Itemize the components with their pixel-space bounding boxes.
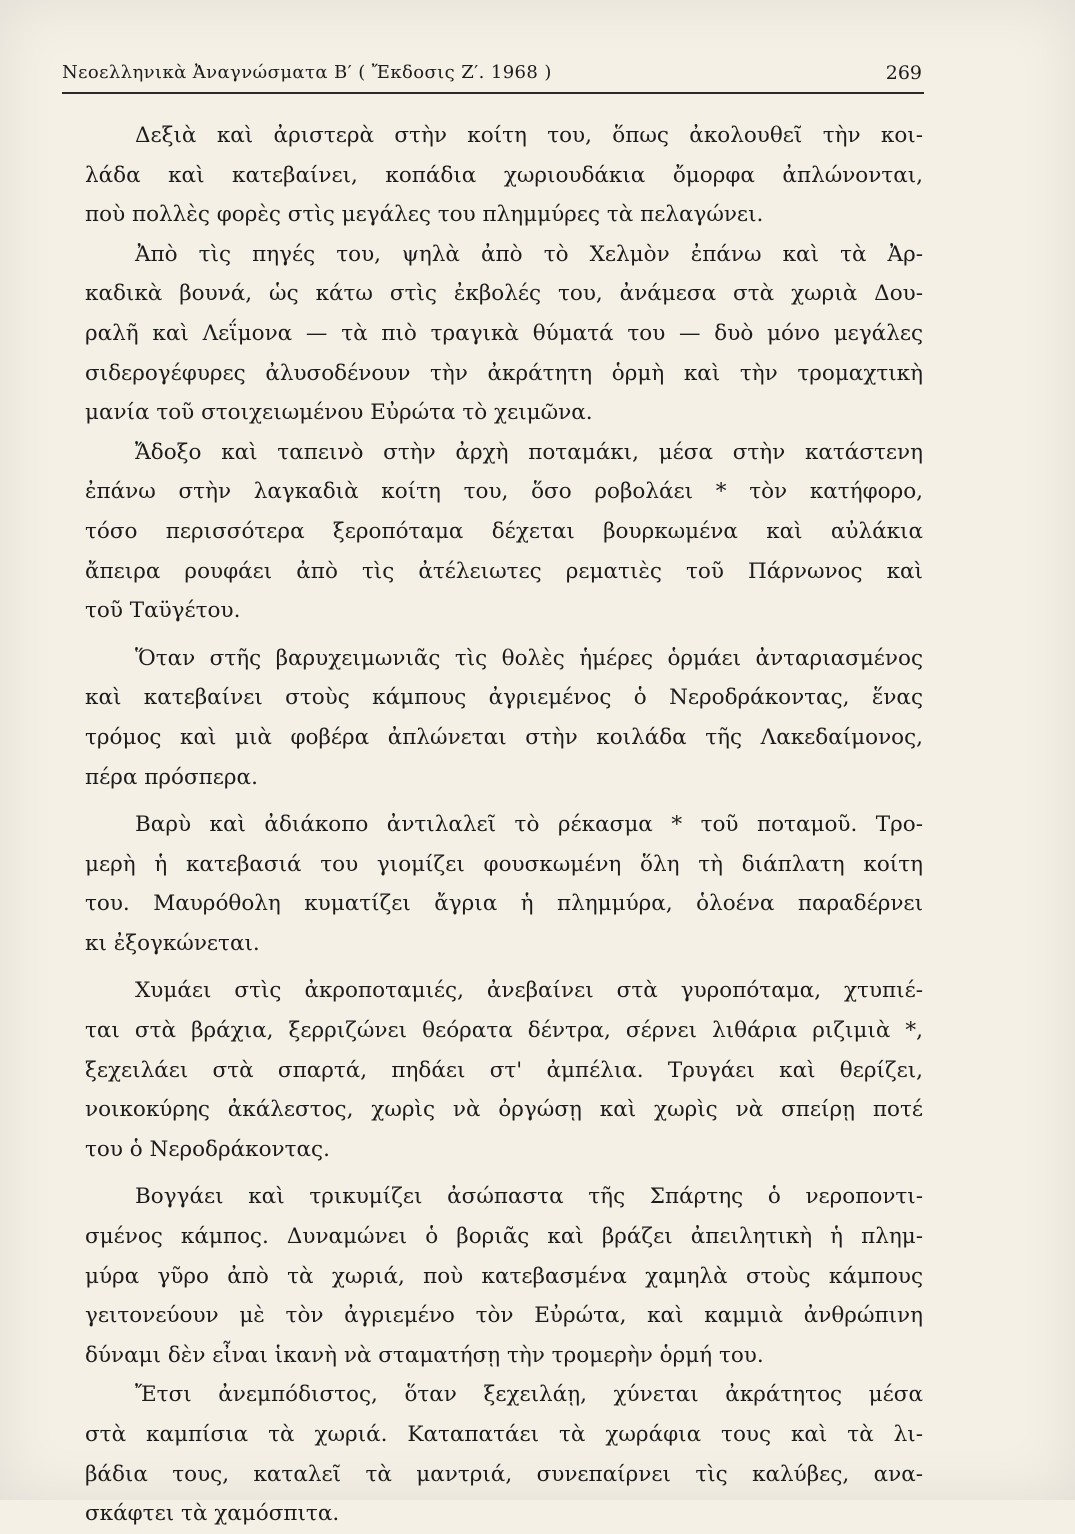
paragraph bbox=[85, 433, 923, 631]
text-line: σκάφτει τὰ χαμόσπιτα. bbox=[85, 1501, 340, 1527]
text-line: μύρα γῦρο ἀπὸ τὰ χωριά, ποὺ κατεβασμένα χαμηλὰ στοὺς κάμπους bbox=[85, 1263, 923, 1289]
text-line: ποὺ πολλὲς φορὲς στὶς μεγάλες του πλημμύρες τὰ πελαγώνει. bbox=[85, 202, 764, 228]
text-line: τόσο περισσότερα ξεροπόταμα δέχεται βουρκωμένα καὶ αὐλάκια bbox=[85, 518, 923, 544]
text-line: καδικὰ βουνά, ὡς κάτω στὶς ἐκβολές του, ἀνάμεσα στὰ χωριὰ Δου- bbox=[85, 281, 923, 307]
header-title: Νεοελληνικὰ Ἀναγνώσματα Β′ ( Ἔκδοσις Ζ′. 1968 ) bbox=[62, 62, 552, 83]
text-line: ἄπειρα ρουφάει ἀπὸ τὶς ἀτέλειωτες ρεματιὲς τοῦ Πάρνωνος καὶ bbox=[85, 558, 923, 584]
paragraph bbox=[85, 639, 923, 797]
text-line: σιδερογέφυρες ἀλυσοδένουν τὴν ἀκράτητη ὁρμὴ καὶ τὴν τρομαχτικὴ bbox=[85, 360, 923, 386]
text-line: νοικοκύρης ἀκάλεστος, χωρὶς νὰ ὀργώσῃ καὶ χωρὶς νὰ σπείρῃ ποτέ bbox=[85, 1097, 923, 1123]
text-line: κι ἐξογκώνεται. bbox=[85, 930, 260, 956]
paragraph bbox=[85, 971, 923, 1169]
text-line: ραλῆ καὶ Λεΐμονα — τὰ πιὸ τραγικὰ θύματά του — δυὸ μόνο μεγάλες bbox=[85, 320, 923, 346]
text-line: γειτονεύουν μὲ τὸν ἀγριεμένο τὸν Εὐρώτα, καὶ καμμιὰ ἀνθρώπινη bbox=[85, 1303, 923, 1329]
text-line: Ἀπὸ τὶς πηγές του, ψηλὰ ἀπὸ τὸ Χελμὸν ἐπάνω καὶ τὰ Ἀρ- bbox=[135, 241, 923, 267]
text-line: ται στὰ βράχια, ξερριζώνει θεόρατα δέντρα, σέρνει λιθάρια ριζιμιὰ *, bbox=[85, 1018, 923, 1044]
running-header bbox=[62, 58, 924, 88]
text-line: Ἔτσι ἀνεμπόδιστος, ὅταν ξεχειλάῃ, χύνεται ἀκράτητος μέσα bbox=[135, 1382, 923, 1408]
text-line: ἐπάνω στὴν λαγκαδιὰ κοίτη του, ὅσο ροβολάει * τὸν κατήφορο, bbox=[85, 479, 923, 505]
text-line: στὰ καμπίσια τὰ χωριά. Καταπατάει τὰ χωράφια τους καὶ τὰ λι- bbox=[85, 1422, 923, 1447]
text-line: λάδα καὶ κατεβαίνει, κοπάδια χωριουδάκια ὄμορφα ἀπλώνονται, bbox=[85, 162, 923, 188]
text-line: μερὴ ἡ κατεβασιά του γιομίζει φουσκωμένη ὅλη τὴ διάπλατη κοίτη bbox=[85, 851, 923, 877]
paragraph bbox=[85, 1375, 923, 1533]
paragraph bbox=[85, 1177, 923, 1375]
body-text bbox=[85, 116, 923, 1534]
text-line: Ὅταν στῆς βαρυχειμωνιᾶς τὶς θολὲς ἡμέρες ὁρμάει ἀνταριασμένος bbox=[135, 645, 923, 671]
text-line: Βογγάει καὶ τρικυμίζει ἀσώπαστα τῆς Σπάρτης ὁ νεροποντι- bbox=[135, 1184, 923, 1210]
text-line: πέρα πρόσπερα. bbox=[85, 764, 258, 790]
text-line: του ὁ Νεροδράκοντας. bbox=[85, 1136, 330, 1162]
page-number: 269 bbox=[885, 62, 922, 84]
text-line: μανία τοῦ στοιχειωμένου Εὐρώτα τὸ χειμῶνα. bbox=[85, 400, 593, 426]
header-rule bbox=[62, 92, 924, 94]
text-line: Χυμάει στὶς ἀκροποταμιές, ἀνεβαίνει στὰ γυροπόταμα, χτυπιέ- bbox=[135, 978, 923, 1004]
text-line: ξεχειλάει στὰ σπαρτά, πηδάει στ' ἀμπέλια. Τρυγάει καὶ θερίζει, bbox=[85, 1057, 923, 1083]
text-line: βάδια τους, καταλεῖ τὰ μαντριά, συνεπαίρνει τὶς καλύβες, ανα- bbox=[85, 1461, 923, 1487]
text-line: σμένος κάμπος. Δυναμώνει ὁ βοριᾶς καὶ βράζει ἀπειλητικὴ ἡ πλημ- bbox=[85, 1224, 923, 1250]
text-line: τοῦ Ταϋγέτου. bbox=[85, 598, 241, 624]
text-line: Δεξιὰ καὶ ἀριστερὰ στὴν κοίτη του, ὅπως ἀκολουθεῖ τὴν κοι- bbox=[135, 123, 923, 148]
text-line: Βαρὺ καὶ ἀδιάκοπο ἀντιλαλεῖ τὸ ρέκασμα * τοῦ ποταμοῦ. Τρο- bbox=[135, 812, 923, 838]
text-line: καὶ κατεβαίνει στοὺς κάμπους ἀγριεμένος ὁ Νεροδράκοντας, ἕνας bbox=[85, 685, 923, 711]
paragraph bbox=[85, 235, 923, 433]
text-line: δύναμι δὲν εἶναι ἱκανὴ νὰ σταματήσῃ τὴν τρομερὴν ὁρμή του. bbox=[85, 1342, 764, 1368]
paragraph bbox=[85, 805, 923, 963]
text-line: του. Μαυρόθολη κυματίζει ἄγρια ἡ πλημμύρα, ὁλοένα παραδέρνει bbox=[85, 891, 923, 917]
paragraph bbox=[85, 116, 923, 235]
text-line: Ἄδοξο καὶ ταπεινὸ στὴν ἀρχὴ ποταμάκι, μέσα στὴν κατάστενη bbox=[135, 439, 923, 465]
text-line: τρόμος καὶ μιὰ φοβέρα ἀπλώνεται στὴν κοιλάδα τῆς Λακεδαίμονος, bbox=[85, 724, 923, 750]
